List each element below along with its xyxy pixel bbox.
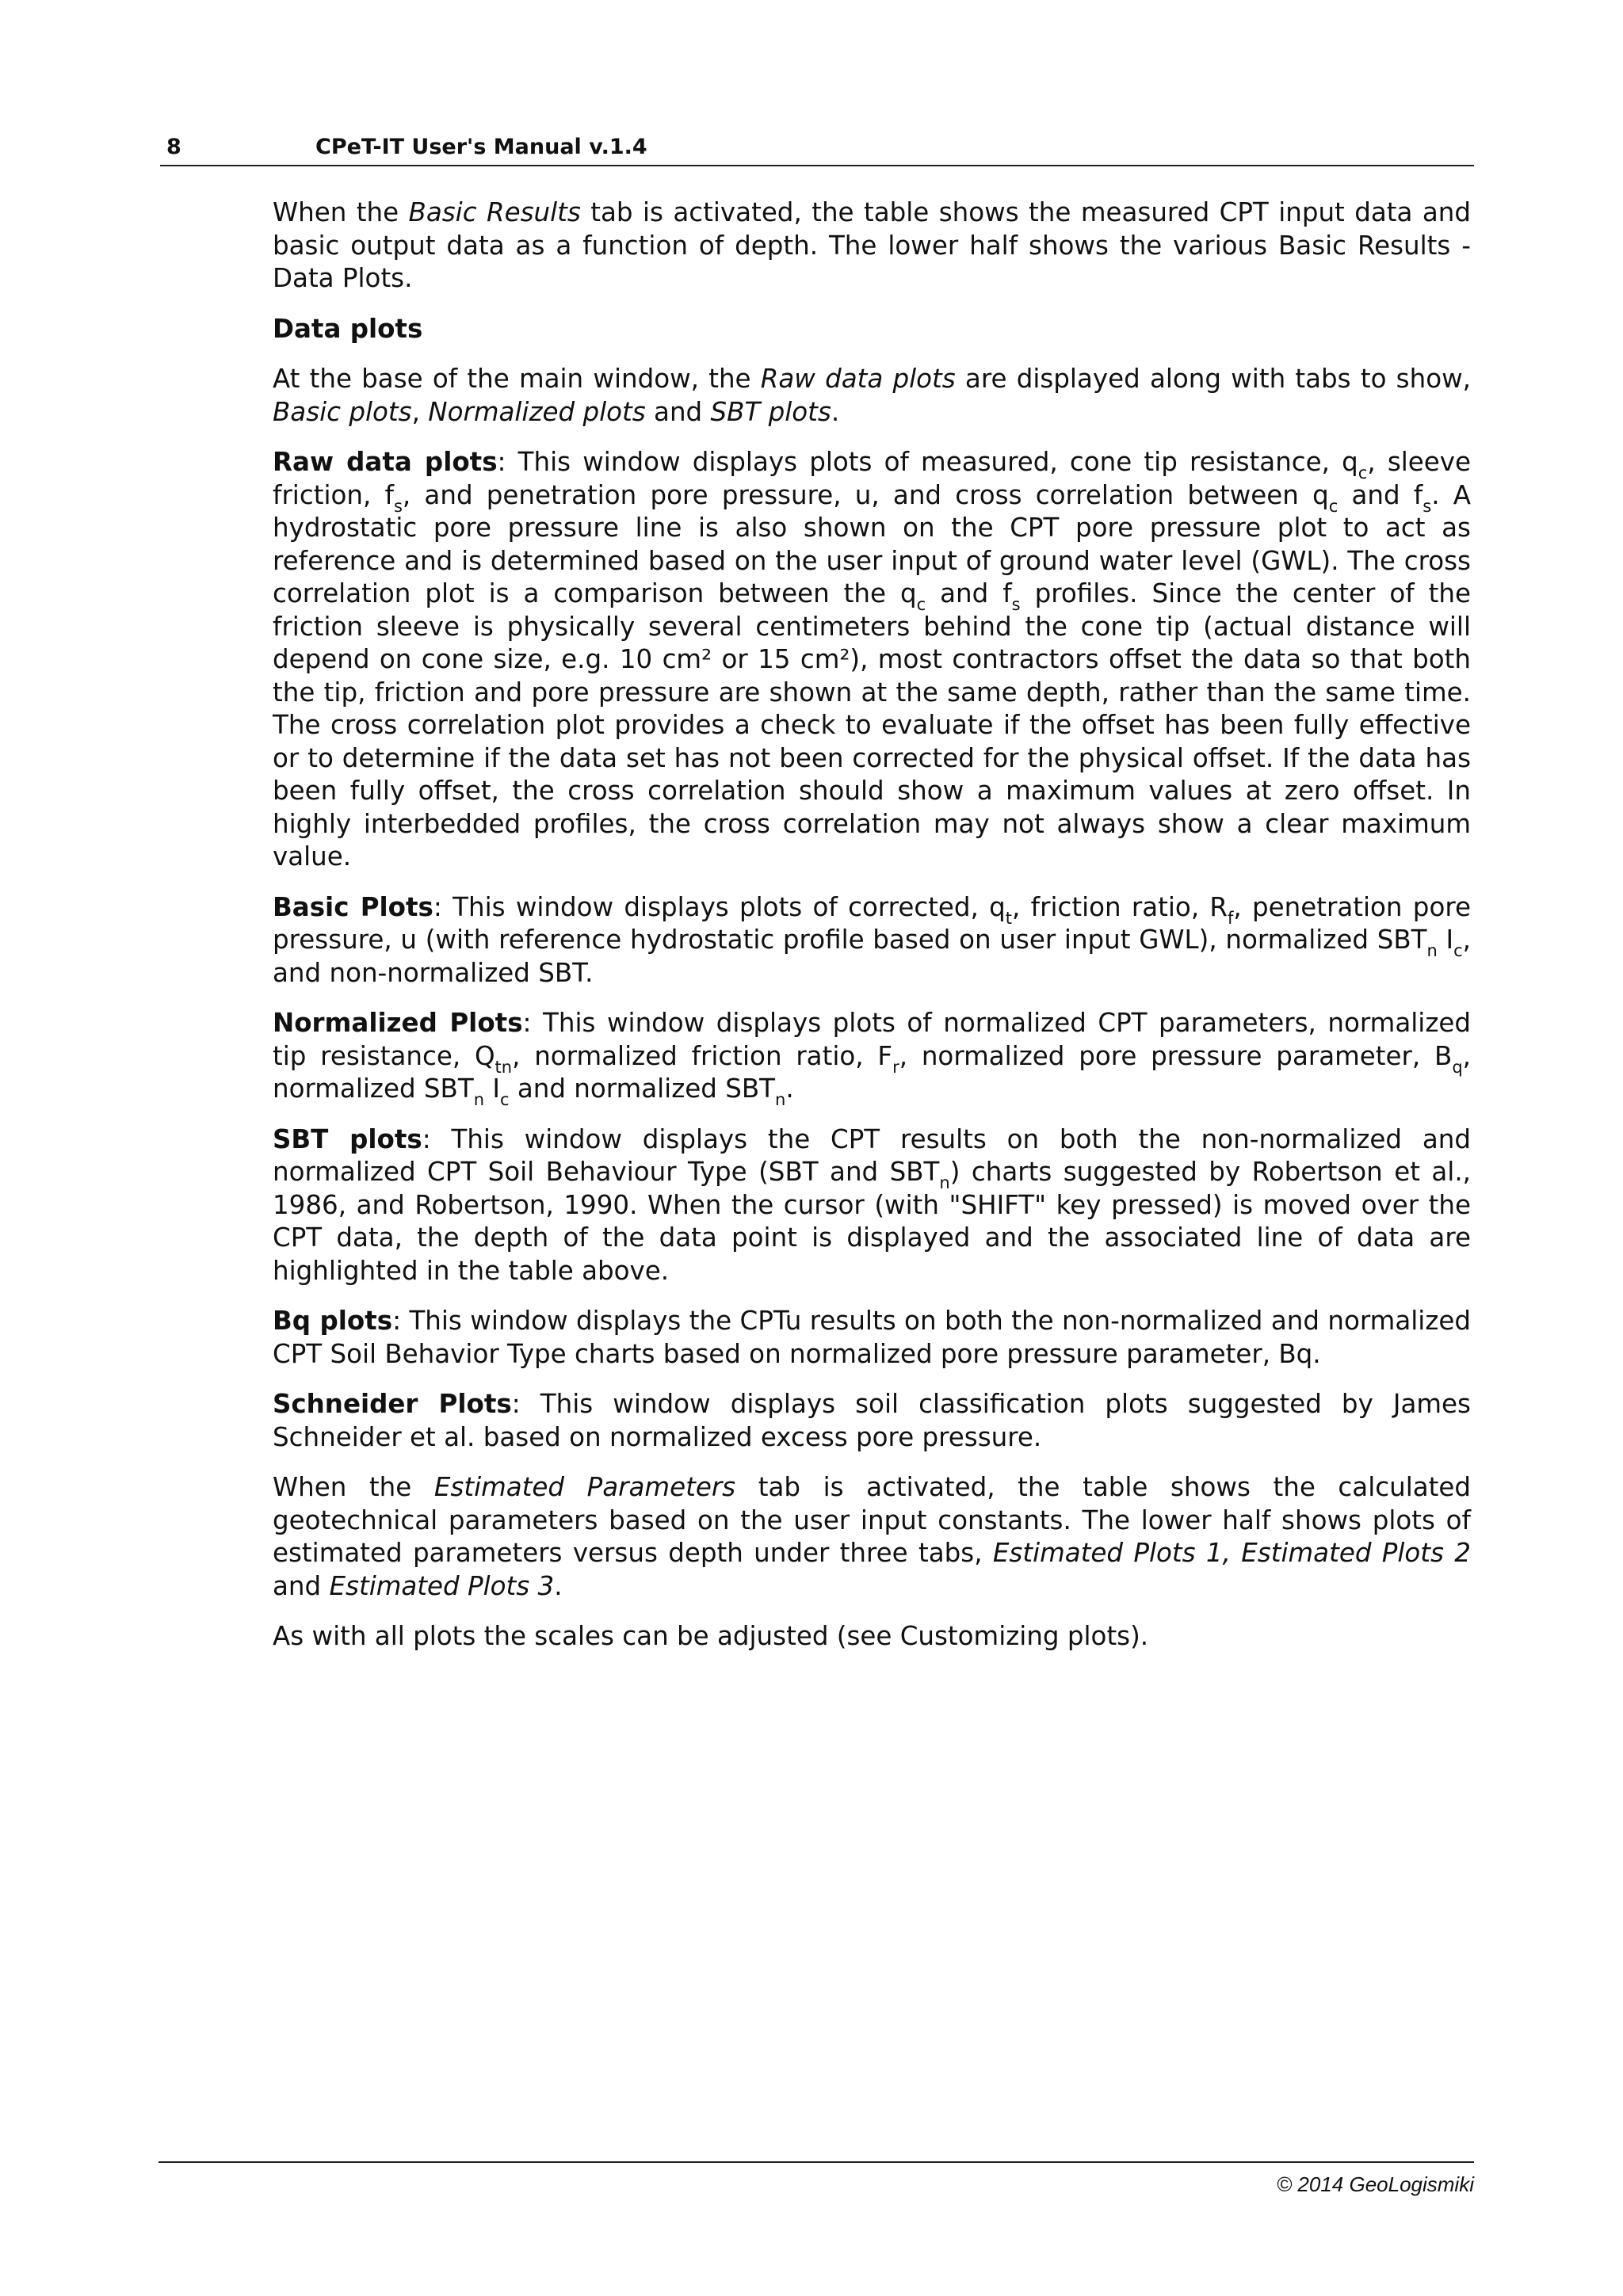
bq-plots-paragraph: Bq plots: This window displays the CPTu results on both the non-normalized and normalized CPT Soil Behavior Type charts based on normalized pore pressure parameter, Bq.	[273, 1306, 1471, 1369]
estimated-plots-term-a: Estimated Plots 1, Estimated Plots 2	[992, 1538, 1471, 1568]
footer-copyright: © 2014 GeoLogismiki	[1277, 2172, 1474, 2196]
sbt-plots-paragraph: SBT plots: This window displays the CPT results on both the non-normalized and normalized CPT Soil Behaviour Type (SBT and $SBT_n$) charts suggested by Robertson et al., 1986, and Robertson, 1990. When the cursor (with "SHIFT" key pressed) is moved over the CPT data, the depth of the data point is displayed and the associated line of data are highlighted in the table above.	[273, 1123, 1471, 1286]
estimated-plots-term-b: Estimated Plots 3	[329, 1570, 555, 1601]
normalized-plots-term: Normalized plots	[428, 396, 646, 427]
data-plots-intro-paragraph: At the base of the main window, the Raw data plots are displayed along with tabs to show, Basic plots, Normalized plots and SBT plots.	[273, 364, 1471, 427]
estimated-parameters-paragraph: When the Estimated Parameters tab is activated, the table shows the calculated geotechnical parameters based on the user input constants. The lower half shows plots of estimated parameters versus depth under three tabs, Estimated Plots 1, Estimated Plots 2 and Estimated Plots 3.	[273, 1472, 1472, 1601]
data-plots-heading: Data plots	[273, 313, 423, 344]
sbt-plots-term: SBT plots	[710, 396, 831, 427]
basic-results-term: Basic Results	[408, 197, 581, 227]
estimated-parameters-term: Estimated Parameters	[433, 1472, 736, 1502]
closing-paragraph: As with all plots the scales can be adjusted (see Customizing plots).	[273, 1621, 1149, 1651]
raw-data-plots-paragraph: Raw data plots: This window displays plots of measured, cone tip resistance, $q_c$, sleeve friction, $f_s$, and penetration pore pressure, u, and cross correlation between $q_c$ and $f_s$. A hydrostatic pore pressure line is also shown on the CPT pore pressure plot to act as reference and is determined based on the user input of ground water level (GWL). The cross correlation plot is a comparison between the $q_c$ and $f_s$ profiles. Since the center of the friction sleeve is physically several centimeters behind the cone tip (actual distance will depend on cone size, e.g. 10 cm² or 15 cm²), most contractors offset the data so that both the tip, friction and pore pressure are shown at the same depth, rather than the same time. The cross correlation plot provides a check to evaluate if the offset has been fully effective or to determine if the data set has not been corrected for the physical offset. If the data has been fully offset, the cross correlation should show a maximum values at zero offset. In highly interbedded profiles, the cross correlation may not always show a clear maximum value.	[273, 447, 1472, 871]
basic-plots-label: Basic Plots	[273, 891, 433, 922]
running-title: CPeT-IT User's Manual v.1.4	[315, 135, 647, 159]
basic-results-paragraph: When the Basic Results tab is activated, the table shows the measured CPT input data and basic output data as a function of depth. The lower half shows the various Basic Results - Data Plots.	[273, 197, 1472, 293]
sbt-plots-label: SBT plots	[273, 1123, 422, 1154]
page-header	[160, 133, 1474, 166]
normalized-plots-label: Normalized Plots	[273, 1008, 523, 1038]
schneider-plots-label: Schneider Plots	[273, 1389, 512, 1419]
raw-data-plots-term: Raw data plots	[760, 364, 956, 394]
schneider-plots-paragraph: Schneider Plots: This window displays soil classification plots suggested by James Schneider et al. based on normalized excess pore pressure.	[273, 1389, 1471, 1452]
page-number: 8	[166, 135, 181, 159]
page-content	[273, 196, 1471, 1671]
bq-plots-label: Bq plots	[273, 1306, 393, 1336]
basic-plots-term: Basic plots	[273, 396, 412, 427]
raw-data-plots-label: Raw data plots	[273, 447, 498, 477]
basic-plots-paragraph: Basic Plots: This window displays plots of corrected, $q_t$, friction ratio, $R_f$, penetration pore pressure, u (with reference hydrostatic profile based on user input GWL), normalized $SBT_n$ $I_c$, and non-normalized SBT.	[273, 891, 1471, 988]
footer-rule	[158, 2161, 1474, 2163]
normalized-plots-paragraph: Normalized Plots: This window displays plots of normalized CPT parameters, normalized tip resistance, $Q_{tn}$, normalized friction ratio, $F_r$, normalized pore pressure parameter, $B_q$, normalized $SBT_n$ $I_c$ and normalized $SBT_n$.	[273, 1008, 1472, 1109]
